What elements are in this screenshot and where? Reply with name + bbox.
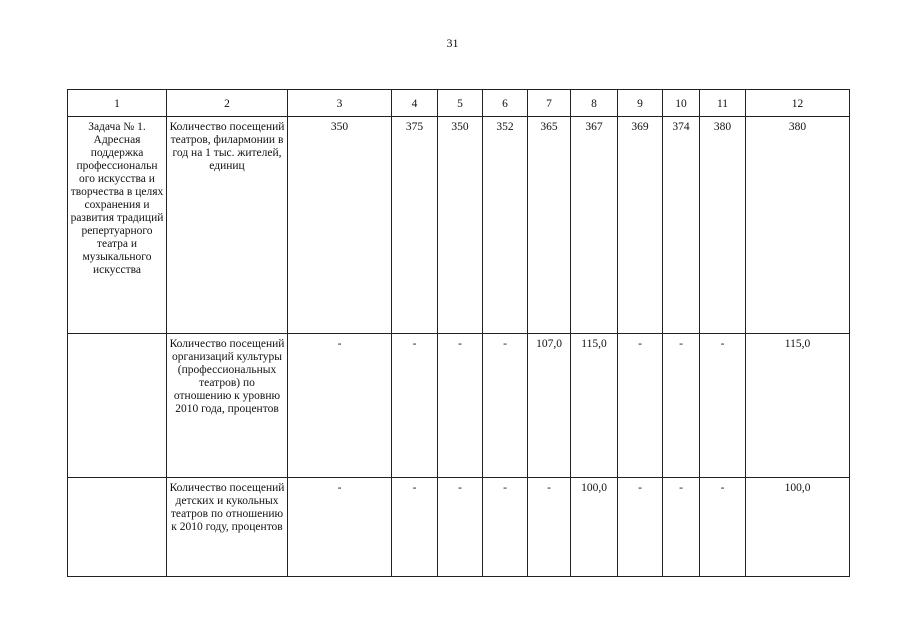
value-cell: - [288, 478, 392, 577]
header-cell: 9 [618, 90, 663, 117]
value-cell: 100,0 [571, 478, 618, 577]
value-cell: - [288, 334, 392, 478]
table-row [68, 478, 850, 577]
value-cell: 350 [288, 117, 392, 334]
value-cell: - [663, 478, 700, 577]
value-cell: - [700, 334, 746, 478]
header-cell: 5 [438, 90, 483, 117]
indicators-table [67, 89, 850, 577]
header-cell: 12 [746, 90, 850, 117]
value-cell: 350 [438, 117, 483, 334]
table-row [68, 117, 850, 334]
value-cell: 369 [618, 117, 663, 334]
header-cell: 4 [392, 90, 438, 117]
header-cell: 1 [68, 90, 167, 117]
value-cell: - [392, 334, 438, 478]
header-cell: 3 [288, 90, 392, 117]
header-cell: 8 [571, 90, 618, 117]
header-cell: 6 [483, 90, 528, 117]
value-cell: 380 [700, 117, 746, 334]
value-cell: - [663, 334, 700, 478]
value-cell: - [618, 334, 663, 478]
value-cell: 374 [663, 117, 700, 334]
value-cell: - [438, 478, 483, 577]
header-cell: 7 [528, 90, 571, 117]
value-cell: 380 [746, 117, 850, 334]
task-cell: Задача № 1. Адресная поддержка профессиональн ого искусства и творчества в целях сохранения и развития традиций репертуарного театра и музыкального искусства [68, 117, 167, 334]
value-cell: - [700, 478, 746, 577]
value-cell: - [528, 478, 571, 577]
value-cell: - [438, 334, 483, 478]
header-cell: 10 [663, 90, 700, 117]
value-cell: 365 [528, 117, 571, 334]
header-cell: 2 [167, 90, 288, 117]
indicator-cell: Количество посещений детских и кукольных театров по отношению к 2010 году, процентов [167, 478, 288, 577]
page-number: 31 [446, 36, 459, 50]
indicator-cell: Количество посещений театров, филармонии в год на 1 тыс. жителей, единиц [167, 117, 288, 334]
value-cell: 352 [483, 117, 528, 334]
header-row [68, 90, 850, 117]
value-cell: - [618, 478, 663, 577]
value-cell: - [483, 334, 528, 478]
header-cell: 11 [700, 90, 746, 117]
task-cell [68, 478, 167, 577]
value-cell: 100,0 [746, 478, 850, 577]
value-cell: 115,0 [746, 334, 850, 478]
table-row [68, 334, 850, 478]
value-cell: 115,0 [571, 334, 618, 478]
value-cell: 375 [392, 117, 438, 334]
value-cell: - [483, 478, 528, 577]
value-cell: 107,0 [528, 334, 571, 478]
indicator-cell: Количество посещений организаций культуры (профессиональных театров) по отношению к уровню 2010 года, процентов [167, 334, 288, 478]
task-cell [68, 334, 167, 478]
value-cell: 367 [571, 117, 618, 334]
value-cell: - [392, 478, 438, 577]
